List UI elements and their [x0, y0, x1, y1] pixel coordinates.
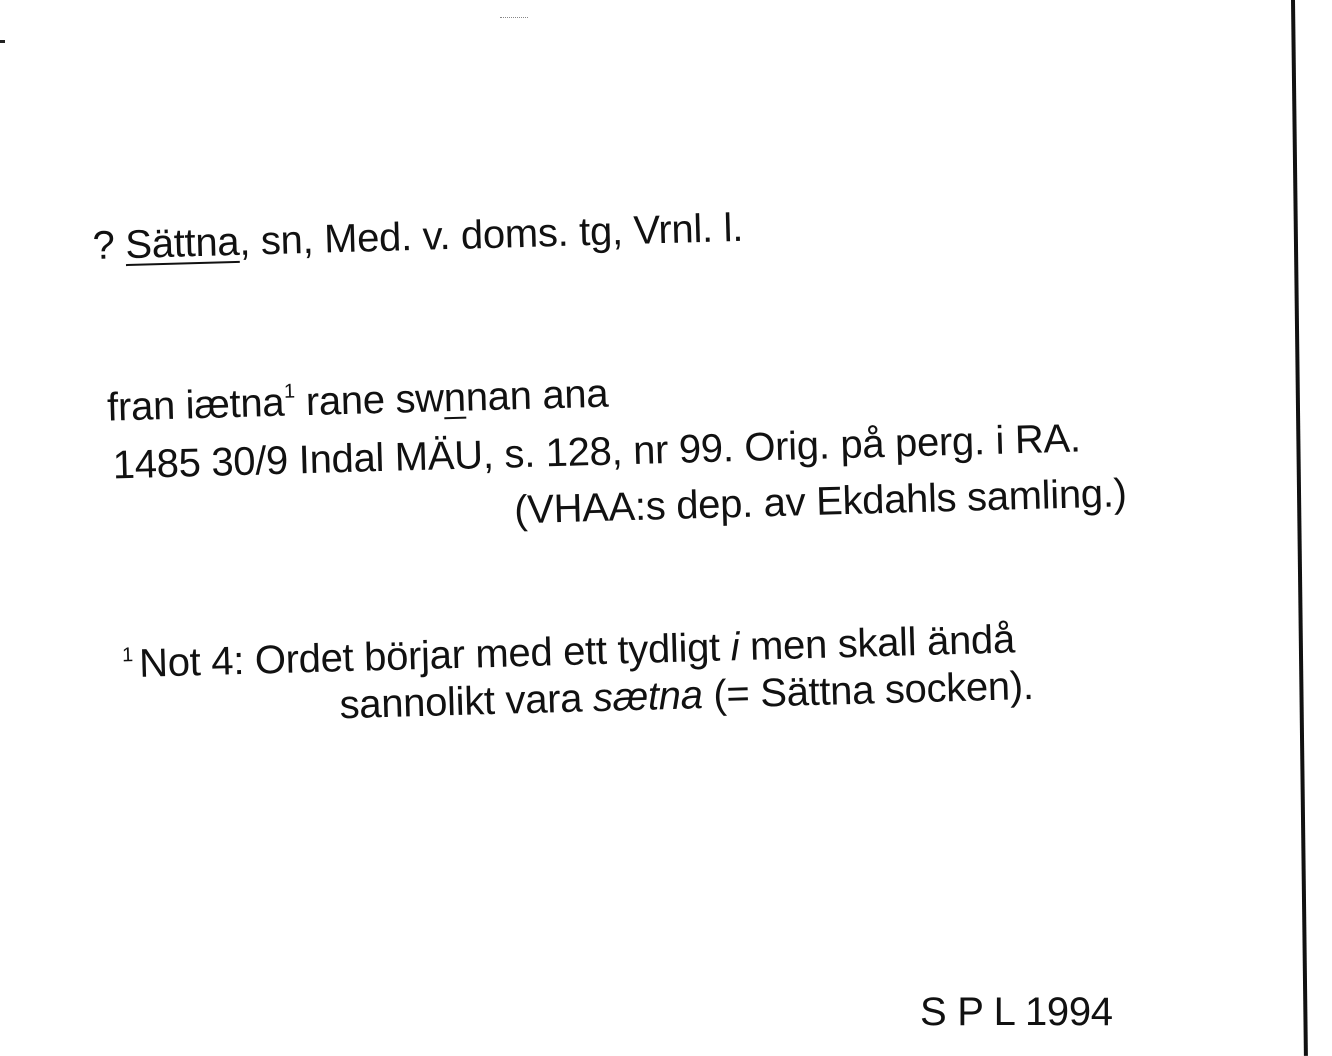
- quote-line: fran iætna$^1$ rane swnnan ana: [106, 371, 609, 430]
- source-line-1: 1485 30/9 Indal MÄU, s. 128, nr 99. Orig. på perg. i RA.: [112, 416, 1082, 488]
- headword-name: Sättna: [124, 219, 240, 268]
- footnote-line-1: $^1$ Not 4: Ordet börjar med ett tydligt i men skall ändå: [121, 617, 1016, 686]
- card-edge-line: [1291, 0, 1308, 1056]
- footnote-mark: 1: [121, 644, 134, 667]
- signature: S P L 1994: [920, 990, 1113, 1034]
- headword-line: ? Sättna, sn, Med. v. doms. tg, Vrnl. l.: [92, 205, 744, 268]
- footnote-line-2: sannolikt vara sætna (= Sättna socken).: [338, 663, 1035, 728]
- scan-speck: [0, 40, 5, 43]
- scan-dots: [500, 17, 528, 19]
- source-line-2: (VHAA:s dep. av Ekdahls samling.): [513, 471, 1128, 533]
- footnote-reference: 1: [283, 380, 296, 403]
